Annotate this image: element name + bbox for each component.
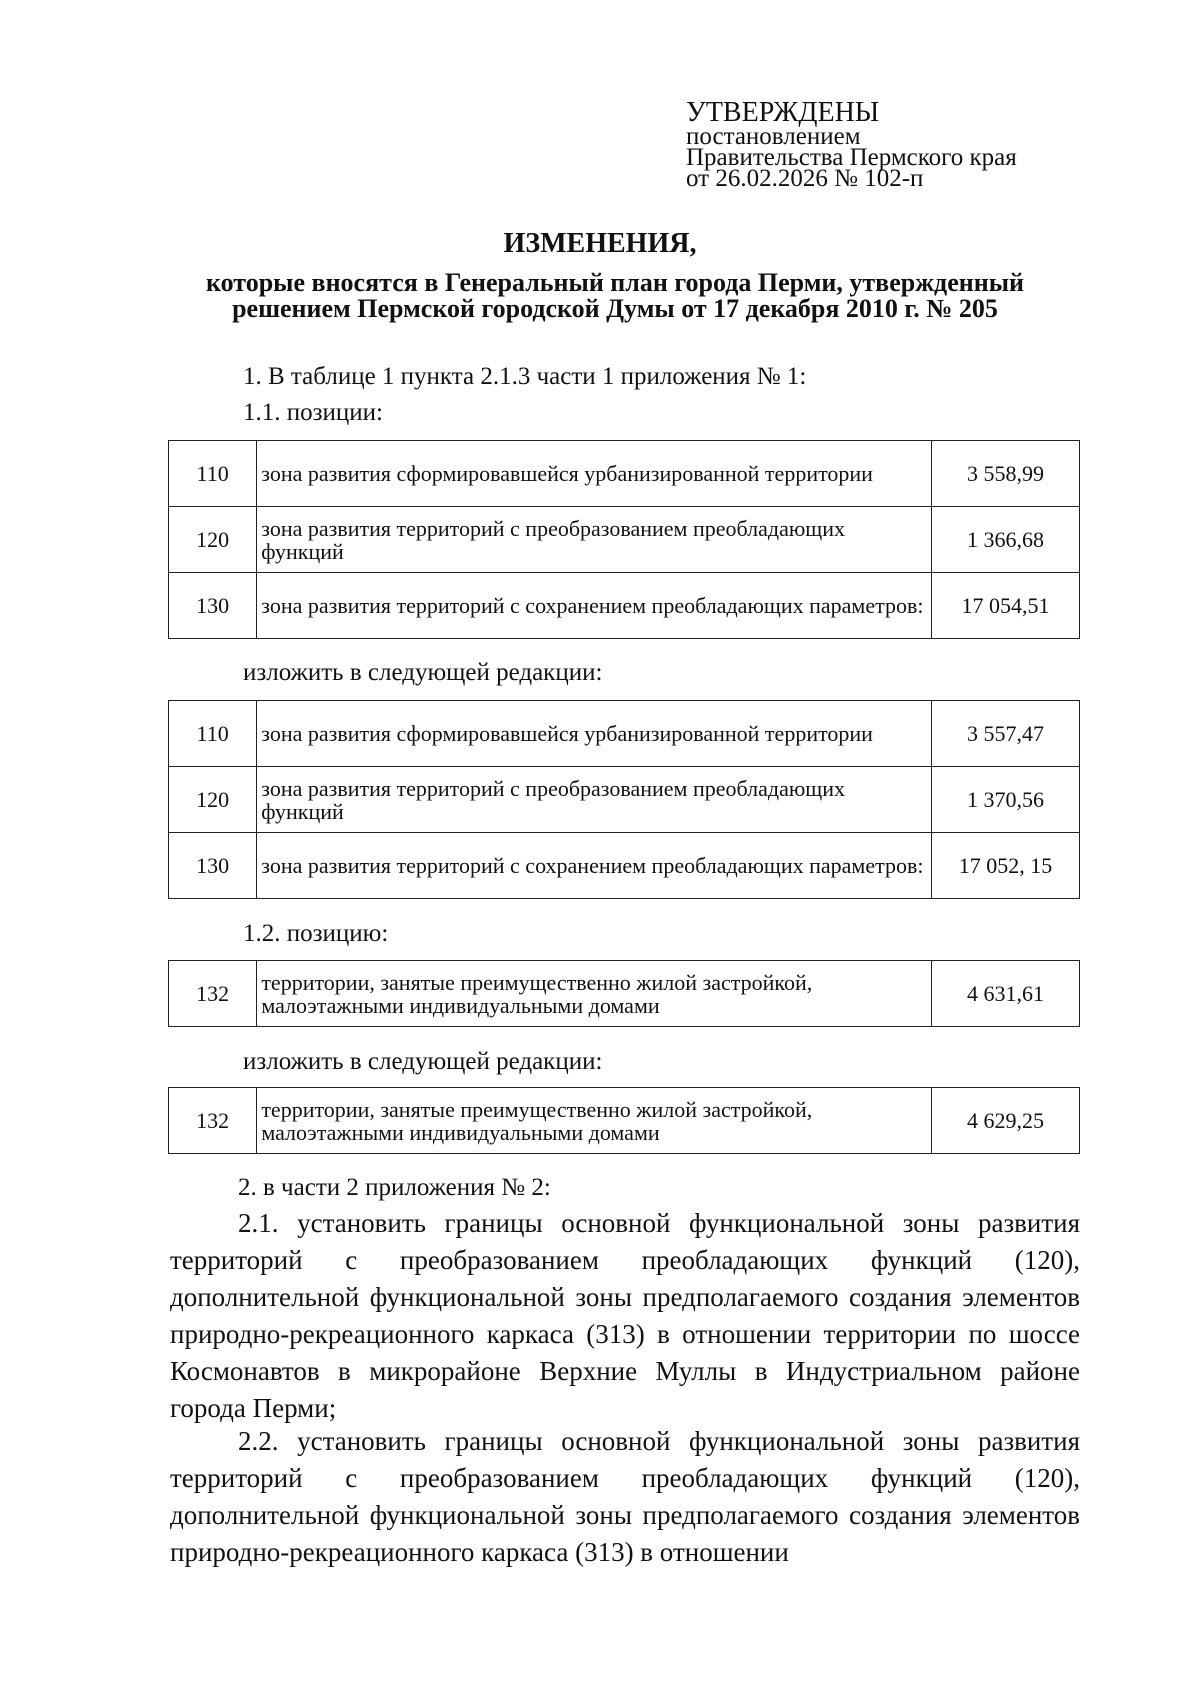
position-name: зона развития территорий с преобразованием преобладающих функций: [257, 767, 932, 833]
replace-instruction-1: изложить в следующей редакции:: [243, 659, 603, 686]
position-value: 3 558,99: [932, 441, 1080, 507]
approval-stamp: [686, 97, 1017, 192]
document-title: ИЗМЕНЕНИЯ,: [503, 228, 697, 259]
position-code: 110: [169, 701, 257, 767]
positions-table-new: [168, 700, 1080, 899]
section-1-heading: 1. В таблице 1 пункта 2.1.3 части 1 приложения № 1:: [243, 363, 807, 390]
approval-line-1: УТВЕРЖДЕНЫ: [686, 97, 880, 128]
position-value: 17 052, 15: [932, 833, 1080, 899]
table-row: [169, 441, 1080, 507]
position-value: 1 370,56: [932, 767, 1080, 833]
position-code: 132: [169, 961, 257, 1027]
table-row: [169, 833, 1080, 899]
table-row: [169, 961, 1080, 1027]
position-name: территории, занятые преимущественно жилой застройкой, малоэтажными индивидуальными домами: [257, 1088, 932, 1154]
subsection-1-1-heading: 1.1. позиции:: [243, 399, 383, 426]
position-code: 110: [169, 441, 257, 507]
position-code: 130: [169, 573, 257, 639]
position-code: 120: [169, 767, 257, 833]
approval-line-2: постановлением: [686, 123, 861, 150]
subtitle-line-1: которые вносятся в Генеральный план города Перми, утвержденный: [206, 268, 1024, 297]
approval-line-3: Правительства Пермского края: [686, 144, 1017, 171]
position-value: 3 557,47: [932, 701, 1080, 767]
position-name: территории, занятые преимущественно жилой застройкой, малоэтажными индивидуальными домами: [257, 961, 932, 1027]
position-name: зона развития сформировавшейся урбанизированной территории: [257, 701, 932, 767]
position-name: зона развития территорий с сохранением преобладающих параметров:: [257, 573, 932, 639]
document-subtitle: [150, 270, 1080, 322]
position-value: 17 054,51: [932, 573, 1080, 639]
approval-line-4: от 26.02.2026 № 102-п: [686, 165, 924, 192]
table-row: [169, 507, 1080, 573]
paragraph-2-2-text: 2.2. установить границы основной функциональной зоны развития территорий с преобразованием преобладающих функций (120), дополнительной функциональной зоны предполагаемого создания элементов природно-рекреационного каркаса (313) в отношении: [170, 1426, 1080, 1567]
position-code: 120: [169, 507, 257, 573]
paragraph-2-2: [170, 1423, 1080, 1571]
position-name: зона развития территорий с сохранением преобладающих параметров:: [257, 833, 932, 899]
position-132-table-new: [168, 1087, 1080, 1154]
table-row: [169, 1088, 1080, 1154]
position-code: 132: [169, 1088, 257, 1154]
table-row: [169, 701, 1080, 767]
subtitle-line-2: решением Пермской городской Думы от 17 декабря 2010 г. № 205: [232, 294, 998, 323]
position-name: зона развития сформировавшейся урбанизированной территории: [257, 441, 932, 507]
table-row: [169, 573, 1080, 639]
position-value: 4 629,25: [932, 1088, 1080, 1154]
position-name: зона развития территорий с преобразованием преобладающих функций: [257, 507, 932, 573]
replace-instruction-2: изложить в следующей редакции:: [243, 1048, 603, 1075]
paragraph-2-1-text: 2.1. установить границы основной функциональной зоны развития территорий с преобразованием преобладающих функций (120), дополнительной функциональной зоны предполагаемого создания элементов природно-рекреационного каркаса (313) в отношении территории по шоссе Космонавтов в микрорайоне Верхние Муллы в Индустриальном районе города Перми;: [170, 1208, 1080, 1423]
position-code: 130: [169, 833, 257, 899]
paragraph-2-1: [170, 1205, 1080, 1427]
position-value: 4 631,61: [932, 961, 1080, 1027]
position-132-table-old: [168, 960, 1080, 1027]
section-2-heading: 2. в части 2 приложения № 2:: [238, 1174, 551, 1201]
subsection-1-2-heading: 1.2. позицию:: [243, 920, 389, 947]
table-row: [169, 767, 1080, 833]
position-value: 1 366,68: [932, 507, 1080, 573]
positions-table-old: [168, 440, 1080, 639]
